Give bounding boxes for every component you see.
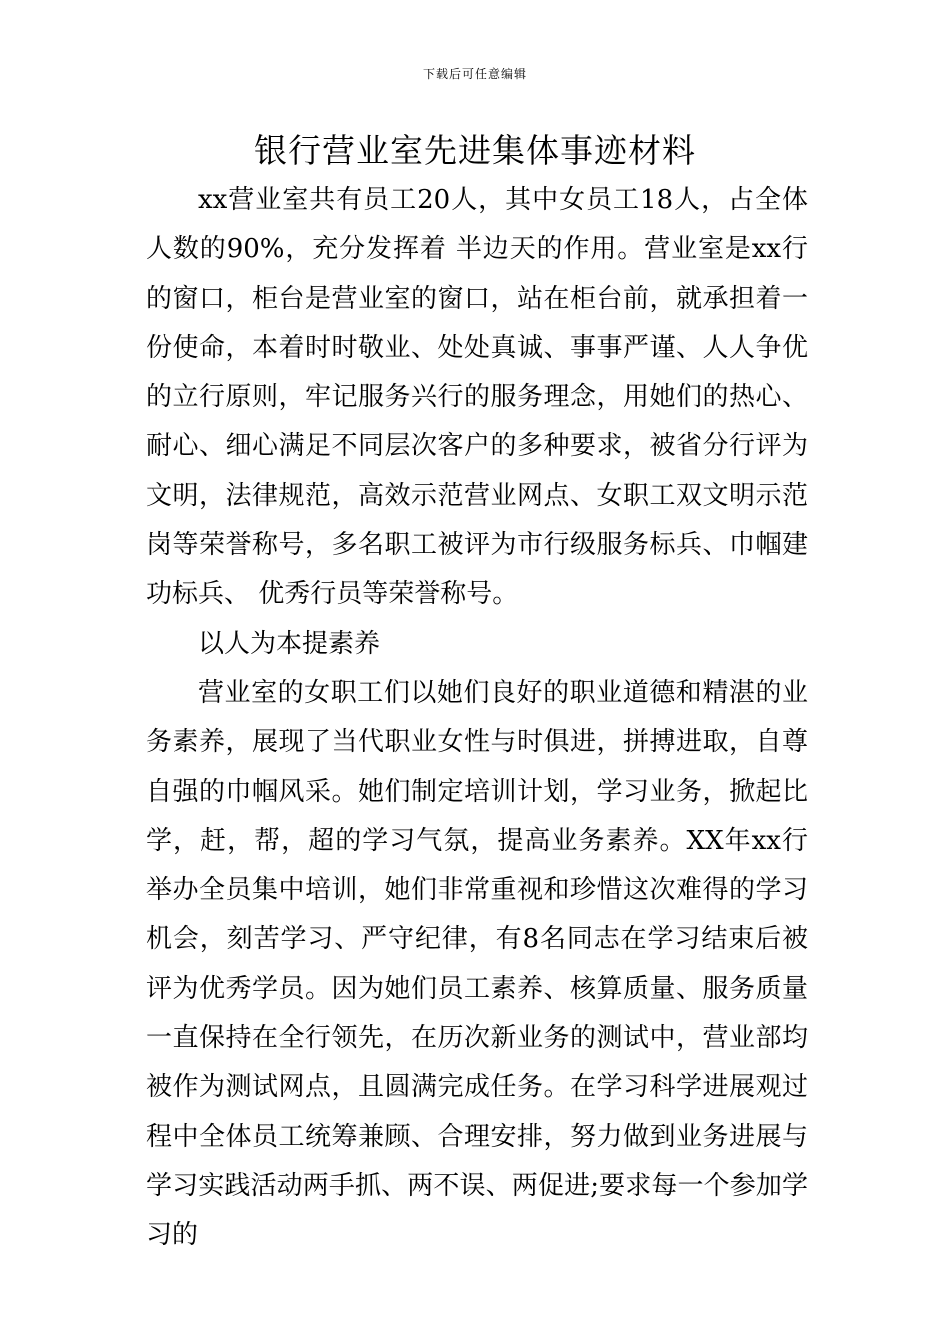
document-title: 银行营业室先进集体事迹材料	[254, 131, 696, 170]
document-body	[146, 176, 808, 1261]
section-heading: 以人为本提素养	[198, 628, 381, 659]
body-paragraph-training: 营业室的女职工们以她们良好的职业道德和精湛的业务素养，展现了当代职业女性与时俱进，拼搏进取，自尊自强的巾帼风采。她们制定培训计划，学习业务，掀起比学，赶，帮，超的学习气氛，提高业务素养。XX年xx行举办全员集中培训，她们非常重视和珍惜这次难得的学习机会，刻苦学习、严守纪律，有8名同志在学习结束后被评为优秀学员。因为她们员工素养、核算质量、服务质量一直保持在全行领先，在历次新业务的测试中，营业部均被作为测试网点，且圆满完成任务。在学习科学进展观过程中全体员工统筹兼顾、合理安排，努力做到业务进展与学习实践活动两手抓、两不误、两促进;要求每一个参加学习的	[146, 677, 808, 1251]
page-header-note: 下载后可任意编辑	[422, 67, 527, 81]
body-paragraph-intro: xx营业室共有员工20人，其中女员工18人，占全体人数的90%，充分发挥着 半边天的作用。营业室是xx行的窗口，柜台是营业室的窗口，站在柜台前，就承担着一份使命，本着时时敬业、处处真诚、事事严谨、人人争优的立行原则，牢记服务兴行的服务理念，用她们的热心、耐心、细心满足不同层次客户的多种要求，被省分行评为文明，法律规范，高效示范营业网点、女职工双文明示范岗等荣誉称号，多名职工被评为市行级服务标兵、巾帼建功标兵、 优秀行员等荣誉称号。	[146, 185, 808, 610]
